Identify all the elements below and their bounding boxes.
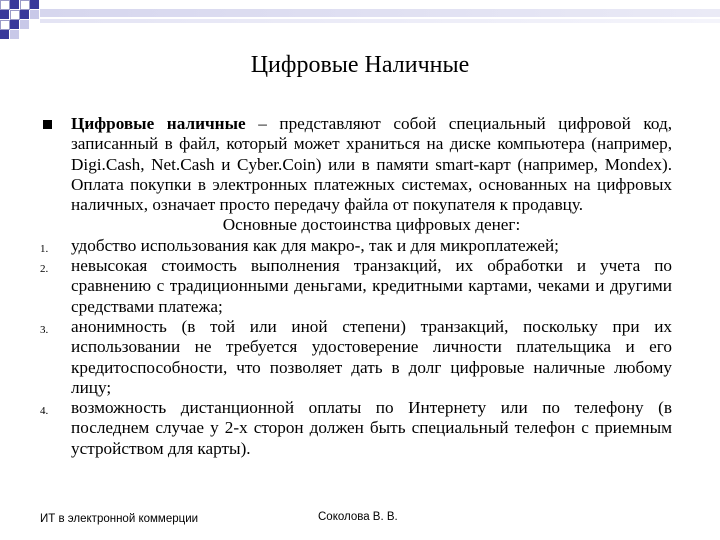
list-item-text: анонимность (в той или иной степени) транзакций, поскольку при их использовании не требуется удостоверение личности плательщика и его кредитоспособности, что позволяет дать в долг цифровые наличные любому лицу;: [71, 316, 672, 397]
slide-content: [40, 114, 672, 459]
intro-text: – представляют собой специальный цифровой код, записанный в файл, который может храниться на диске компьютера (например, Digi.Cash, Net.Cash и Cyber.Coin) или в памяти smart-карт (например, Mondex). Оплата покупки в электронных платежных системах, основанных на цифровых наличных, означает просто передачу файла от покупателя к продавцу.: [71, 114, 672, 215]
intro-paragraph: [40, 114, 672, 215]
deco-square: [10, 0, 19, 9]
list-number: 4.: [40, 405, 49, 418]
list-item-text: возможность дистанционной оплаты по Интернету или по телефону (в последнем случае у 2-х сторон должен быть специальный телефон с приемным устройством для карты).: [71, 398, 672, 458]
deco-square: [30, 0, 39, 9]
slide-title: Цифровые Наличные: [250, 52, 470, 78]
header-decoration: [0, 0, 720, 40]
list-item: [40, 398, 672, 459]
deco-square: [20, 20, 29, 29]
deco-square: [30, 10, 39, 19]
deco-square: [10, 30, 19, 39]
intro-term: Цифровые наличные: [71, 114, 246, 133]
deco-square: [20, 0, 30, 10]
list-number: 2.: [40, 263, 49, 276]
deco-square: [0, 30, 9, 39]
list-item-text: удобство использования как для макро-, так и для микроплатежей;: [71, 235, 559, 255]
header-band: [40, 9, 720, 17]
footer-author: Соколова В. В.: [318, 511, 398, 523]
footer-course-title: ИТ в электронной коммерции: [40, 513, 199, 525]
list-number: 1.: [40, 242, 49, 255]
list-item: [40, 236, 672, 256]
advantages-heading: Основные достоинства цифровых денег:: [222, 215, 521, 235]
deco-square: [0, 10, 9, 19]
header-band-thin: [40, 19, 720, 23]
deco-square: [0, 20, 10, 30]
deco-square: [10, 10, 20, 20]
list-item: [40, 256, 672, 317]
list-item-text: невысокая стоимость выполнения транзакций, их обработки и учета по сравнению с традиционными деньгами, кредитными картами, чеками и другими средствами платежа;: [71, 256, 672, 316]
deco-square: [20, 10, 29, 19]
list-number: 3.: [40, 323, 49, 336]
list-item: [40, 317, 672, 398]
deco-square: [10, 20, 19, 29]
square-bullet-icon: [43, 120, 52, 129]
deco-square: [0, 0, 10, 10]
